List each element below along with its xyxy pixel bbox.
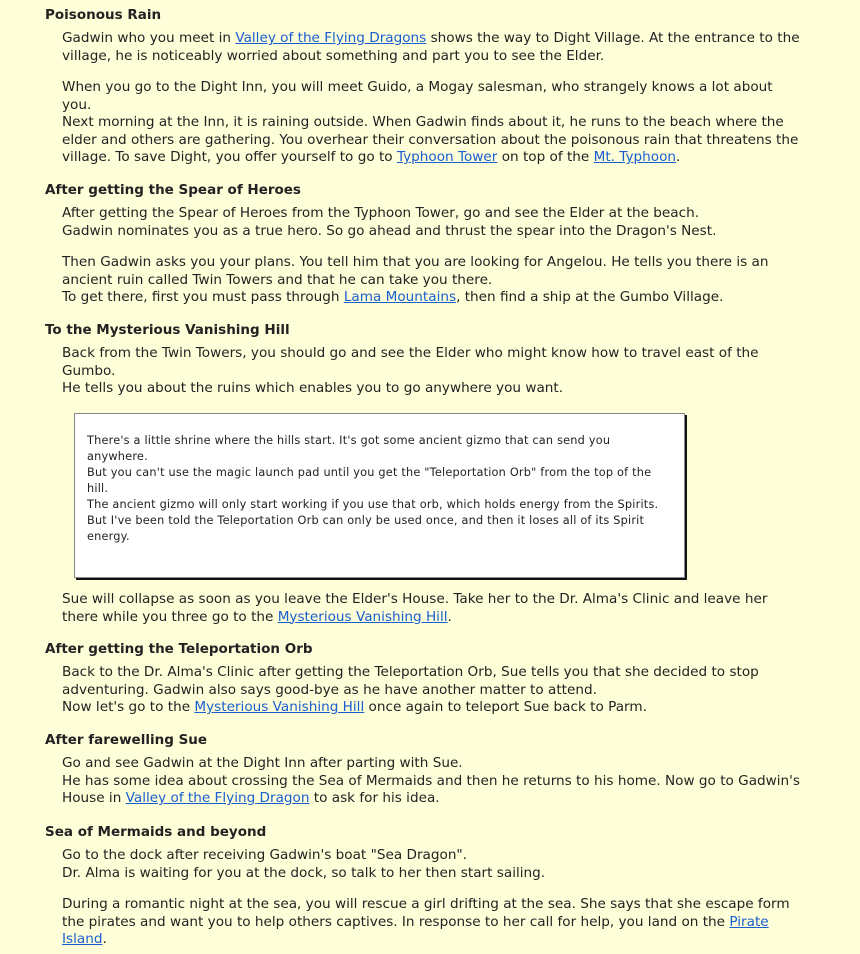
text: .: [447, 608, 452, 625]
link-lama-mountains[interactable]: Lama Mountains: [343, 289, 457, 305]
text: He has some idea about crossing the Sea of Mermaids and then he returns to his home. Now go to Gadwin's House in: [62, 772, 800, 806]
link-typhoon-tower[interactable]: Typhoon Tower: [396, 149, 498, 165]
paragraph: Go and see Gadwin at the Dight Inn after parting with Sue.: [62, 755, 463, 771]
text: Now let's go to the: [62, 699, 195, 715]
paragraph: After getting the Spear of Heroes from the Typhoon Tower, go and see the Elder at the beach.: [62, 205, 700, 221]
text: Gadwin who you meet in: [62, 30, 236, 46]
text: once again to teleport Sue back to Parm.: [364, 699, 647, 715]
text: shows the way to Dight Village. At the entrance to the village, he is noticeably worried about something and part you to see the Elder.: [62, 30, 800, 64]
text: , then find a ship at the Gumbo Village.: [456, 289, 724, 305]
section-heading: After getting the Spear of Heroes: [45, 182, 301, 198]
link-valley-of-the-flying-dragon[interactable]: Valley of the Flying Dragon: [125, 790, 310, 806]
quote-line: The ancient gizmo will only start working if you use that orb, which holds energy from the Spirits.: [87, 498, 659, 511]
quote-line: There's a little shrine where the hills start. It's got some ancient gizmo that can send you anywhere.: [87, 434, 611, 463]
section-heading: After getting the Teleportation Orb: [45, 641, 313, 657]
section-teleportation-orb: [0, 640, 860, 717]
text: To get there, first you must pass through: [62, 289, 344, 305]
paragraph: Then Gadwin asks you your plans. You tell him that you are looking for Angelou. He tells you there is an ancient ruin called Twin Towers and that he can take you there.: [62, 254, 769, 288]
text: During a romantic night at the sea, you will rescue a girl drifting at the sea. She says that she escape form the pirates and want you to help others captives. In response to her call for help, you land on the: [62, 896, 790, 930]
text: Next morning at the Inn, it is raining outside. When Gadwin finds about it, he runs to the beach where the elder and others are gathering. You overhear their conversation about the poisonous rain that threatens the village. To save Dight, you offer yourself to go to: [62, 114, 799, 165]
paragraph: [0, 896, 860, 949]
text: to ask for his idea.: [309, 790, 440, 806]
text: .: [676, 149, 681, 165]
paragraph: [0, 289, 860, 307]
paragraph: He tells you about the ruins which enables you to go anywhere you want.: [62, 380, 564, 396]
paragraph: [0, 773, 860, 808]
section-farewell-sue: [0, 731, 860, 808]
section-heading: Poisonous Rain: [45, 7, 162, 23]
link-mysterious-vanishing-hill[interactable]: Mysterious Vanishing Hill: [194, 699, 365, 715]
paragraph: [0, 591, 860, 626]
text: on top of the: [497, 149, 594, 165]
paragraph: [0, 30, 860, 65]
paragraph: Dr. Alma is waiting for you at the dock, so talk to her then start sailing.: [62, 864, 546, 881]
paragraph: Gadwin nominates you as a true hero. So go ahead and thrust the spear into the Dragon's Nest.: [62, 222, 717, 239]
link-mt-typhoon[interactable]: Mt. Typhoon: [593, 149, 677, 165]
section-spear-of-heroes: [0, 181, 860, 307]
elder-quote-box: [74, 413, 685, 578]
link-mysterious-vanishing-hill[interactable]: Mysterious Vanishing Hill: [277, 608, 448, 625]
link-valley-of-the-flying-dragons[interactable]: Valley of the Flying Dragons: [235, 30, 427, 46]
section-sea-of-mermaids: [0, 823, 860, 949]
section-heading: To the Mysterious Vanishing Hill: [45, 322, 290, 338]
section-vanishing-hill: [0, 321, 860, 398]
quote-line: But you can't use the magic launch pad until you get the "Teleportation Orb" from the top of the hill.: [87, 466, 652, 495]
text: Sue will collapse as soon as you leave the Elder's House. Take her to the Dr. Alma's Clinic and leave her there while you three go to the: [62, 591, 768, 625]
text: .: [102, 931, 107, 947]
paragraph: When you go to the Dight Inn, you will meet Guido, a Mogay salesman, who strangely knows a lot about you.: [62, 79, 773, 113]
section-vanishing-hill-cont: [0, 591, 860, 626]
section-poisonous-rain: [0, 6, 860, 167]
paragraph: [0, 114, 860, 167]
paragraph: Go to the dock after receiving Gadwin's boat "Sea Dragon".: [62, 847, 468, 863]
link-pirate-island[interactable]: Pirate Island: [62, 913, 769, 947]
quote-line: But I've been told the Teleportation Orb can only be used once, and then it loses all of its Spirit energy.: [87, 514, 645, 543]
section-heading: After farewelling Sue: [45, 732, 208, 748]
paragraph: Back from the Twin Towers, you should go and see the Elder who might know how to travel east of the Gumbo.: [62, 345, 759, 379]
paragraph: Back to the Dr. Alma's Clinic after getting the Teleportation Orb, Sue tells you that she decided to stop adventuring. Gadwin also says good-bye as he have another matter to attend.: [62, 664, 759, 698]
section-heading: Sea of Mermaids and beyond: [45, 824, 267, 840]
paragraph: [0, 699, 860, 717]
